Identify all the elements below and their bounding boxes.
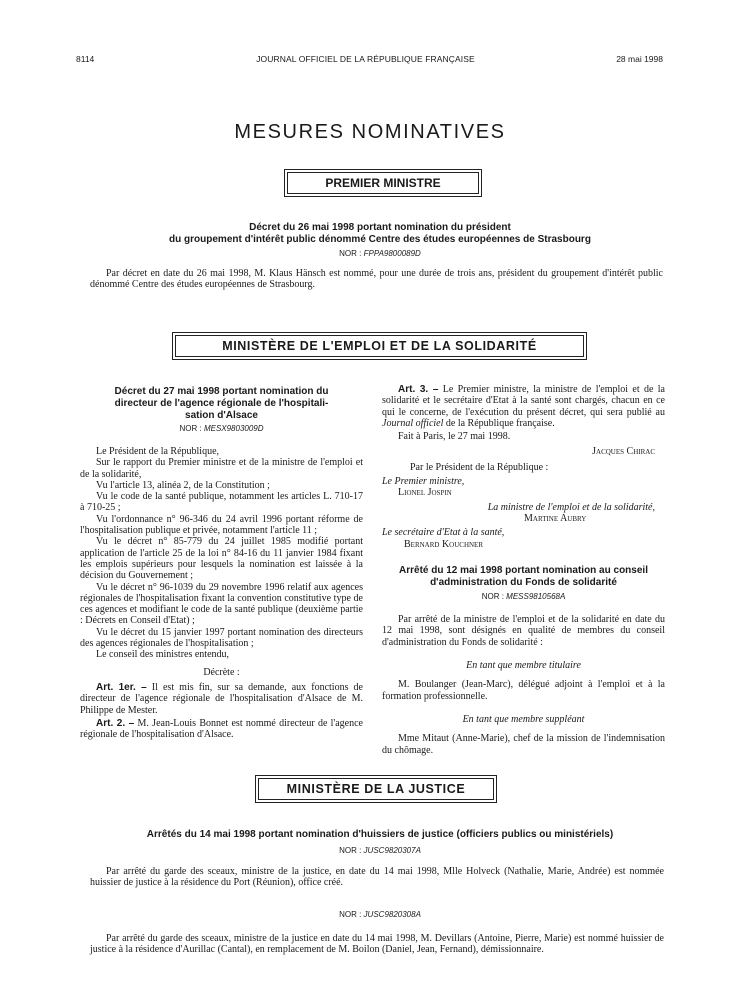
arrete-fonds-title — [382, 565, 665, 589]
paragraph: Vu le décret n° 96-1039 du 29 novembre 1996 relatif aux agences régionales de l'hospitalisation fixant la convention constitutive type de ces agences et modifiant le code de la santé publique (deuxième partie : Décrets en Conseil d'Etat) ; — [80, 581, 363, 627]
page-number: 8114 — [76, 54, 95, 64]
decree-title — [100, 222, 660, 246]
place-date: Fait à Paris, le 27 mai 1998. — [398, 431, 511, 443]
nor-reference-2 — [80, 910, 680, 919]
paragraph: Le Président de la République, — [96, 446, 220, 457]
paragraph: Sur le rapport du Premier ministre et de la ministre de l'emploi et de la solidarité, — [80, 457, 363, 480]
signatory-title-secretaire: Le secrétaire d'Etat à la santé, — [382, 527, 505, 539]
arrete-body-2 — [90, 933, 664, 956]
decree-title-line-2: du groupement d'intérêt public dénommé Centre des études européennes de Strasbourg — [169, 234, 591, 245]
article-text: M. Jean-Louis Bonnet est nommé directeur de l'agence régionale de l'hospitalisation d'Alsace. — [80, 717, 363, 741]
nor-reference — [382, 591, 665, 602]
decree-2-body — [80, 446, 363, 740]
paragraph: Le conseil des ministres entendu, — [96, 649, 230, 661]
issue-date: 28 mai 1998 — [616, 54, 663, 64]
article-text: Le Premier ministre, la ministre de l'emploi et de la solidarité et le secrétaire d'Etat à la santé sont chargés, chacun en ce qui le concerne, de l'exécution du présent décret, qui sera publié au — [382, 384, 665, 418]
left-column — [80, 386, 363, 740]
signatory-title-pm: Le Premier ministre, — [382, 476, 465, 488]
nor-label: NOR : — [339, 249, 362, 258]
subheading-suppleant: En tant que membre suppléant — [462, 713, 585, 725]
nor-reference — [80, 846, 680, 855]
paragraph: Vu le code de la santé publique, notamment les articles L. 710-17 à 710-25 ; — [80, 491, 363, 514]
decree-1-body — [90, 268, 663, 291]
nor-code: JUSC9820307A — [363, 846, 421, 855]
signatory-name-secretaire: Bernard Kouchner — [404, 538, 484, 550]
decree-title-line-1: Décret du 27 mai 1998 portant nomination du — [114, 386, 329, 397]
arrete-title-line-1: Arrêté du 12 mai 1998 portant nomination au conseil — [399, 564, 648, 576]
article-3 — [382, 384, 665, 429]
signatory-title-ministre: La ministre de l'emploi et de la solidarité, — [487, 501, 655, 513]
section-title-premier-ministre: PREMIER MINISTRE — [287, 172, 479, 194]
main-title: MESURES NOMINATIVES — [234, 121, 506, 143]
article-1 — [80, 682, 363, 716]
signature-president: Jacques Chirac — [592, 446, 655, 458]
article-text: de la République française. — [443, 417, 555, 429]
section-title-emploi-solidarite: MINISTÈRE DE L'EMPLOI ET DE LA SOLIDARITÉ — [175, 335, 584, 357]
nor-code: MESX9803009D — [203, 424, 264, 433]
nor-code: FPPA9800089D — [363, 249, 421, 258]
par-le-president: Par le Président de la République : — [410, 461, 549, 473]
article-label: Art. 3. – — [398, 384, 439, 395]
nor-code: JUSC9820308A — [363, 910, 421, 919]
paragraph: M. Boulanger (Jean-Marc), délégué adjoint à l'emploi et à la formation professionnelle. — [382, 679, 665, 702]
nor-label: NOR : — [179, 424, 202, 433]
nor-label: NOR : — [339, 846, 362, 855]
paragraph: Vu le décret du 15 janvier 1997 portant nomination des directeurs des agences régionales de l'hospitalisation ; — [80, 626, 363, 650]
paragraph: Vu l'article 13, alinéa 2, de la Constitution ; — [96, 479, 270, 491]
nor-label: NOR : — [339, 910, 362, 919]
decree-2-title — [80, 386, 363, 422]
nor-reference — [100, 249, 660, 258]
right-column — [382, 384, 665, 756]
paragraph: Par arrêté du garde des sceaux, ministre de la justice en date du 14 mai 1998, M. Devillars (Antoine, Pierre, Marie) est nommé huissier de justice à la résidence d'Aurillac (Cantal), en remplacement de M. Boilon (Daniel, Jean, Fernand), démissionnaire. — [90, 933, 664, 956]
decree-title-line-1: Décret du 26 mai 1998 portant nomination du président — [249, 222, 511, 233]
arrete-huissiers — [80, 829, 680, 855]
decree-title-line-2: directeur de l'agence régionale de l'hospitali- — [114, 398, 329, 409]
paragraph: Vu l'ordonnance n° 96-346 du 24 avril 1996 portant réforme de l'hospitalisation publique et privée, notamment l'article 11 ; — [80, 513, 363, 537]
paragraph: Vu le décret n° 85-779 du 24 juillet 1985 modifié portant application de l'article 25 de la loi n° 84-16 du 11 janvier 1984 fixant les emplois supérieurs pour lesquels la nomination est laissée à la décision du Gouvernement ; — [80, 536, 363, 582]
section-title-justice: MINISTÈRE DE LA JUSTICE — [258, 778, 494, 800]
journal-name: Journal officiel — [382, 417, 444, 429]
subheading-titulaire: En tant que membre titulaire — [466, 660, 581, 672]
nor-label: NOR : — [481, 591, 504, 601]
arrete-title: Arrêtés du 14 mai 1998 portant nomination d'huissiers de justice (officiers publics ou ministériels) — [146, 829, 614, 840]
paragraph: Par arrêté du garde des sceaux, ministre de la justice, en date du 14 mai 1998, Mlle Holveck (Nathalie, Marie, Andrée) est nommée huissier de justice à la résidence du Port (Réunion), office créé. — [90, 866, 664, 889]
nor-code: MESS9810568A — [506, 591, 566, 601]
article-2 — [80, 718, 363, 741]
paragraph: Par arrêté de la ministre de l'emploi et de la solidarité en date du 12 mai 1998, sont désignés en qualité de membres du conseil d'administration du Fonds de solidarité : — [382, 614, 665, 648]
decrete-label: Décrète : — [203, 666, 240, 678]
decree-title-line-3: sation d'Alsace — [185, 410, 258, 421]
article-text: Il est mis fin, sur sa demande, aux fonctions de directeur de l'agence régionale de l'hospitalisation d'Alsace de M. Philippe de Mester. — [80, 681, 363, 716]
nor-reference — [80, 424, 363, 433]
article-label: Art. 1er. – — [96, 681, 147, 693]
article-label: Art. 2. – — [96, 717, 135, 729]
signatory-name-pm: Lionel Jospin — [398, 487, 452, 499]
arrete-title-line-2: d'administration du Fonds de solidarité — [430, 576, 617, 588]
decree-1 — [100, 222, 660, 258]
arrete-body-1 — [90, 866, 664, 889]
signatory-name-ministre: Martine Aubry — [524, 512, 587, 524]
paragraph: Par décret en date du 26 mai 1998, M. Klaus Hänsch est nommé, pour une durée de trois ans, président du groupement d'intérêt public dénommé Centre des études européennes de Strasbourg. — [90, 268, 663, 291]
paragraph: Mme Mitaut (Anne-Marie), chef de la mission de l'indemnisation du chômage. — [382, 733, 665, 756]
journal-title: JOURNAL OFFICIEL DE LA RÉPUBLIQUE FRANÇAISE — [256, 54, 475, 64]
